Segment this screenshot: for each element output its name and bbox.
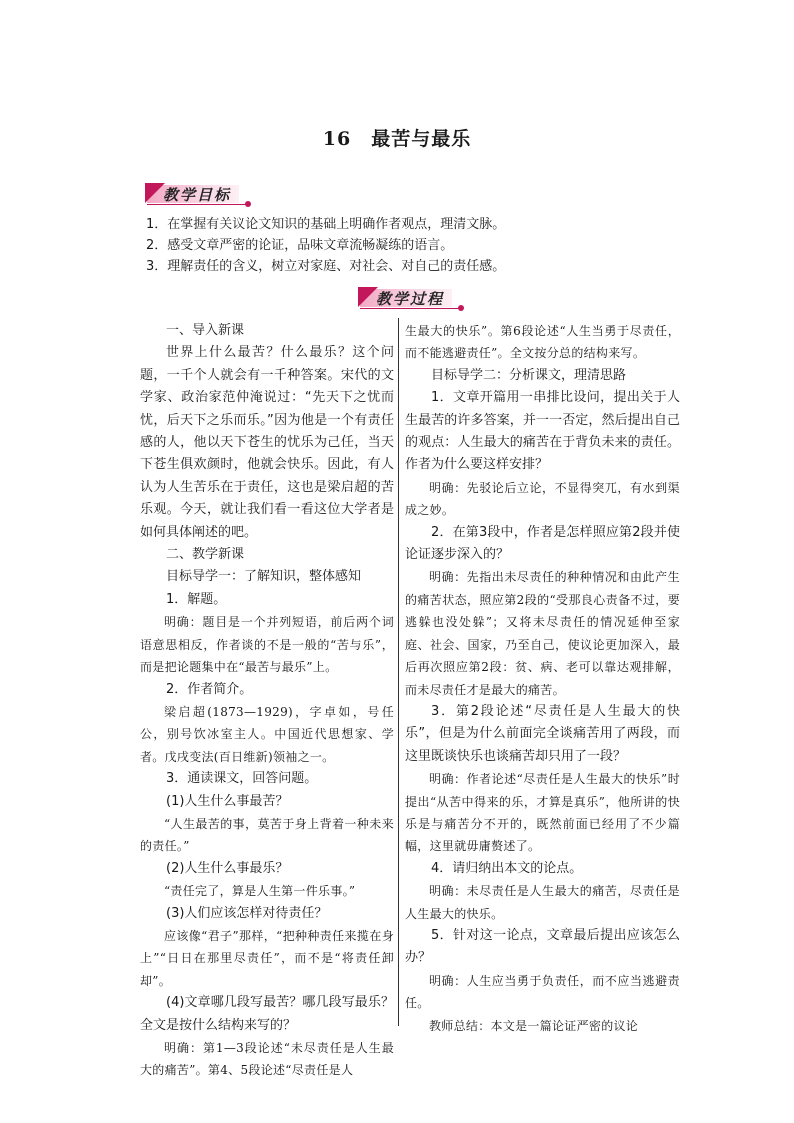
sub-question: (4)文章哪几段写最苦？哪几段写最乐？全文是按什么结构来写的？ (140, 995, 394, 1033)
objectives-list (146, 214, 666, 277)
answer-paragraph: “责任完了，算是人生第一件乐事。” (164, 884, 356, 899)
objectives-heading-label: 教学目标 (163, 186, 232, 204)
right-column (405, 320, 680, 1037)
question-item: 3．通读课文，回答问题。 (166, 771, 318, 787)
heading-dot-icon (458, 305, 464, 311)
objective-item: 2．感受文章严密的论证，品味文章流畅凝练的语言。 (146, 238, 454, 253)
question-item: 4．请归纳出本文的论点。 (431, 860, 583, 876)
objectives-heading (145, 183, 255, 207)
page-title: 16 最苦与最乐 (322, 128, 472, 150)
intro-paragraph: 世界上什么最苦？什么最乐？这个问题，一千个人就会有一千种答案。宋代的文学家、政治家范仲淹说过：“先天下之忧而忧，后天下之乐而乐。”因为他是一个有责任感的人，他以天下苍生的忧乐为己任，当天下苍生俱欢颜时，他就会快乐。因此，有人认为人生苦乐在于责任，这也是梁启超的苦乐观。今天，就让我们看一看这位大学者是如何具体阐述的吧。 (140, 345, 394, 540)
question-item: 5．针对这一论点，文章最后提出应该怎么办？ (405, 927, 680, 966)
answer-paragraph: 明确：未尽责任是人生最大的痛苦，尽责任是人生最大的快乐。 (405, 884, 680, 921)
question-item: 1．文章开篇用一串排比设问，提出关于人生最苦的许多答案，并一一否定，然后提出自己的观点：人生最大的痛苦在于背负未来的责任。作者为什么要这样安排？ (405, 390, 680, 473)
answer-paragraph: 明确：先驳论后立论，不显得突兀，有水到渠成之妙。 (405, 480, 680, 518)
objective-item: 1．在掌握有关议论文知识的基础上明确作者观点，理清文脉。 (146, 217, 506, 232)
answer-paragraph: 生最大的快乐”。第6段论述“人生当勇于尽责任，而不能逃避责任”。全文按分总的结构来写。 (405, 324, 680, 361)
goal-two-heading: 目标导学二：分析课文，理清思路 (431, 367, 627, 383)
answer-paragraph: 应该像“君子”那样，“把种种责任来揽在身上”“日日在那里尽责任”，而不是“将责任卸却”。 (140, 928, 394, 988)
heading-dot-icon (245, 201, 251, 207)
goal-one-heading: 目标导学一：了解知识，整体感知 (166, 569, 362, 585)
sub-question: (3)人们应该怎样对待责任？ (166, 905, 328, 921)
answer-paragraph: 明确：作者论述“尽责任是人生最大的快乐”时提出“从苦中得来的乐，才算是真乐”，他所讲的快乐是与痛苦分不开的，既然前面已经用了不少篇幅，这里就毋庸赘述了。 (405, 772, 680, 854)
section-new-lesson-heading: 二、教学新课 (166, 547, 245, 563)
heading-triangle-icon (358, 287, 378, 307)
column-divider (398, 318, 399, 1026)
left-column (140, 320, 394, 1082)
summary-paragraph: 教师总结：本文是一篇论证严密的议论 (429, 1018, 639, 1033)
question-item: 3．第2段论述“尽责任是人生最大的快乐”，但是为什么前面完全谈痛苦用了两段，而这里既谈快乐也谈痛苦却只用了一段？ (405, 703, 680, 764)
sub-question: (1)人生什么事最苦？ (166, 793, 289, 809)
process-heading-label: 教学过程 (376, 290, 445, 308)
answer-paragraph: “人生最苦的事，莫苦于身上背着一种未来的责任。” (140, 816, 394, 854)
question-item: 2．在第3段中，作者是怎样照应第2段并使论证逐步深入的？ (405, 524, 680, 563)
section-intro-heading: 一、导入新课 (166, 323, 245, 338)
sub-question: (2)人生什么事最乐？ (166, 860, 289, 876)
answer-paragraph: 梁启超(1873—1929)，字卓如，号任公，别号饮冰室主人。中国近代思想家、学者。戊戌变法(百日维新)领袖之一。 (140, 704, 394, 764)
answer-paragraph: 明确：先指出未尽责任的种种情况和由此产生的痛苦状态，照应第2段的“受那良心责备不过，要逃躲也没处躲”；又将未尽责任的情况延伸至家庭、社会、国家，乃至自己，使议论更加深入，最后再次照应第2段：贫、病、老可以靠达观排解，而未尽责任才是最大的痛苦。 (405, 570, 680, 697)
question-item: 1．解题。 (166, 591, 227, 607)
objective-item: 3．理解责任的含义，树立对家庭、对社会、对自己的责任感。 (146, 259, 506, 274)
answer-paragraph: 明确：题目是一个并列短语，前后两个词语意思相反，作者谈的不是一般的“苦与乐”，而是把论题集中在“最苦与最乐”上。 (140, 615, 394, 675)
question-item: 2．作者简介。 (166, 681, 253, 697)
heading-triangle-icon (145, 183, 165, 203)
answer-paragraph: 明确：第1—3段论述“未尽责任是人生最大的痛苦”。第4、5段论述“尽责任是人 (140, 1041, 394, 1078)
process-heading (358, 287, 468, 311)
answer-paragraph: 明确：人生应当勇于负责任，而不应当逃避责任。 (405, 973, 680, 1011)
